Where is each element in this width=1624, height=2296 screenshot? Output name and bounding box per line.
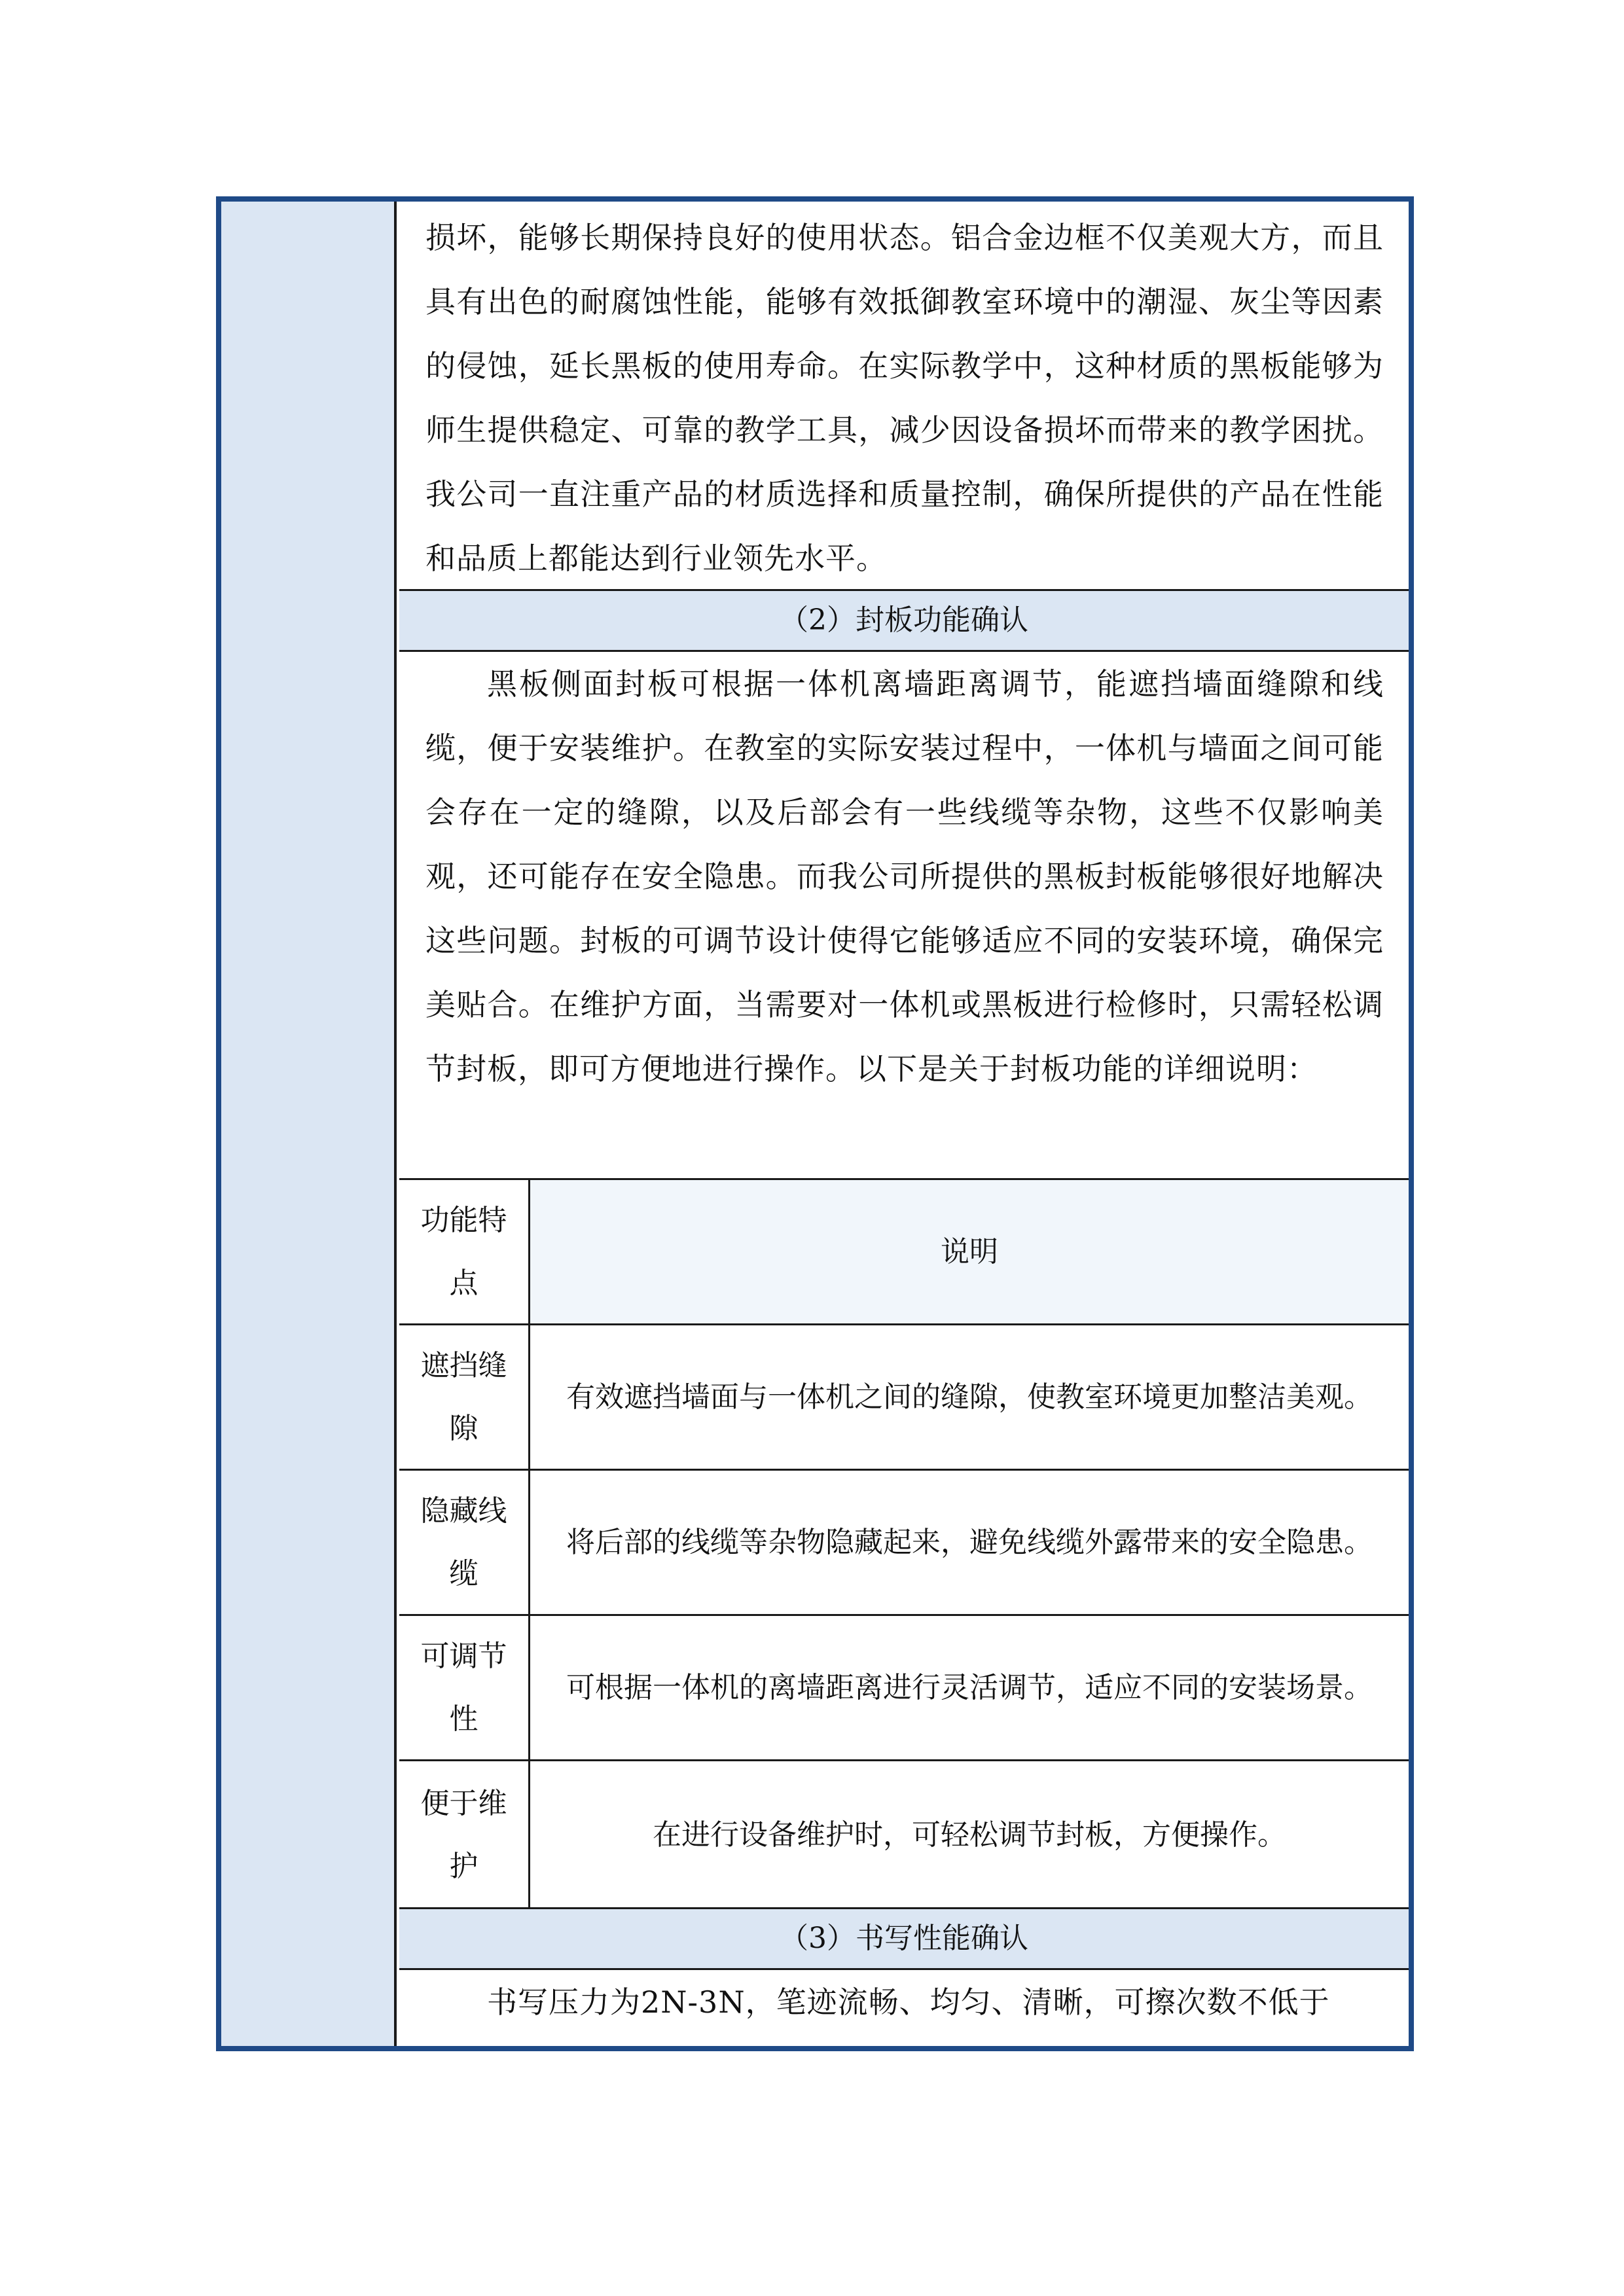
table-row xyxy=(399,1761,1409,1909)
content-column xyxy=(399,202,1409,2046)
table-row xyxy=(399,1471,1409,1616)
header-description: 说明 xyxy=(530,1180,1409,1323)
document-frame xyxy=(216,196,1414,2051)
row-description: 可根据一体机的离墙距离进行灵活调节，适应不同的安装场景。 xyxy=(566,1670,1373,1704)
table-row xyxy=(399,1325,1409,1471)
section3-paragraph: 书写压力为2N-3N，笔迹流畅、均匀、清晰，可擦次数不低于 xyxy=(487,1984,1330,2020)
feature-table xyxy=(399,1178,1409,1907)
row-feature: 便于维护 xyxy=(399,1761,530,1909)
table-header-row xyxy=(399,1180,1409,1325)
section2-heading: （2）封板功能确认 xyxy=(399,589,1409,652)
section3-heading: （3）书写性能确认 xyxy=(399,1907,1409,1970)
side-column xyxy=(221,202,397,2046)
row-feature: 可调节性 xyxy=(399,1616,530,1759)
section1-paragraph: 损坏，能够长期保持良好的使用状态。铝合金边框不仅美观大方，而且具有出色的耐腐蚀性能，能够有效抵御教室环境中的潮湿、灰尘等因素的侵蚀，延长黑板的使用寿命。在实际教学中，这种材质的黑板能够为师生提供稳定、可靠的教学工具，减少因设备损坏而带来的教学困扰。我公司一直注重产品的材质选择和质量控制，确保所提供的产品在性能和品质上都能达到行业领先水平。 xyxy=(425,220,1384,576)
row-feature: 隐藏线缆 xyxy=(399,1471,530,1614)
table-row xyxy=(399,1616,1409,1761)
row-description: 有效遮挡墙面与一体机之间的缝隙，使教室环境更加整洁美观。 xyxy=(566,1380,1373,1414)
row-description: 在进行设备维护时，可轻松调节封板，方便操作。 xyxy=(653,1818,1286,1852)
row-description: 将后部的线缆等杂物隐藏起来，避免线缆外露带来的安全隐患。 xyxy=(566,1525,1373,1559)
section2-paragraph: 黑板侧面封板可根据一体机离墙距离调节，能遮挡墙面缝隙和线缆，便于安装维护。在教室的实际安装过程中，一体机与墙面之间可能会存在一定的缝隙，以及后部会有一些线缆等杂物，这些不仅影响美观，还可能存在安全隐患。而我公司所提供的黑板封板能够很好地解决这些问题。封板的可调节设计使得它能够适应不同的安装环境，确保完美贴合。在维护方面，当需要对一体机或黑板进行检修时，只需轻松调节封板，即可方便地进行操作。以下是关于封板功能的详细说明： xyxy=(425,666,1384,1086)
row-feature: 遮挡缝隙 xyxy=(399,1325,530,1469)
header-feature: 功能特点 xyxy=(399,1180,530,1323)
